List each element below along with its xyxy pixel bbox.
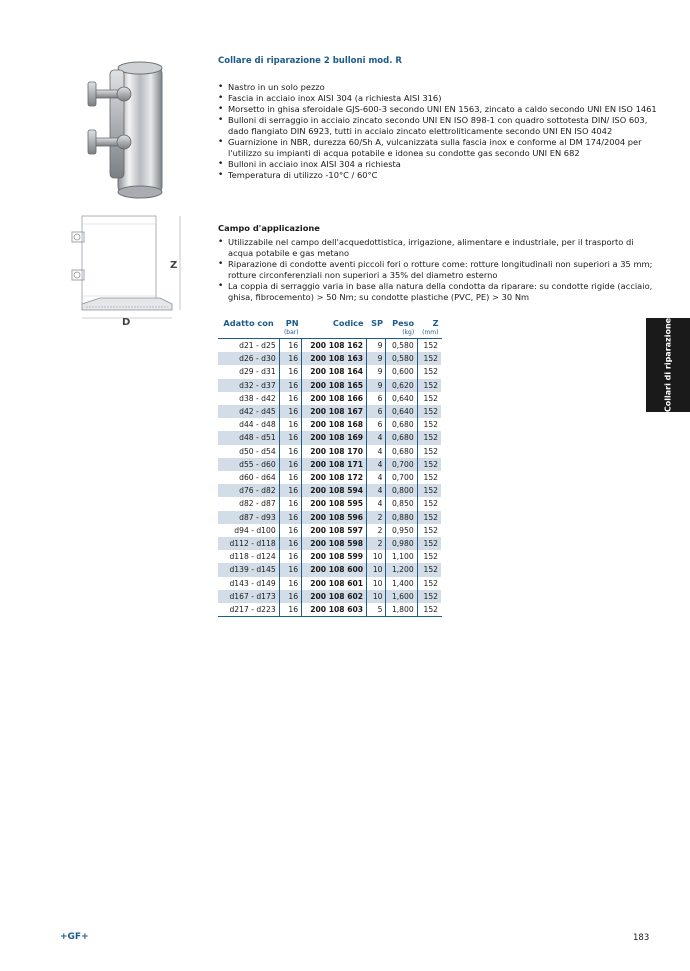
table-cell: 200 108 166	[302, 392, 367, 405]
table-cell: d60 - d64	[218, 471, 279, 484]
feature-item: • Morsetto in ghisa sferoidale GJS-600-3 secondo UNI EN 1563, zincato a caldo secondo UNI EN ISO 1461	[218, 104, 658, 115]
table-cell: 200 108 170	[302, 445, 367, 458]
table-cell: 200 108 171	[302, 458, 367, 471]
unit-sp	[367, 329, 386, 339]
table-cell: 152	[417, 590, 441, 603]
table-cell: 152	[417, 471, 441, 484]
table-cell: d55 - d60	[218, 458, 279, 471]
table-cell: 16	[279, 590, 301, 603]
table-cell: 0,980	[386, 537, 417, 550]
table-cell: 152	[417, 365, 441, 378]
table-row	[218, 511, 442, 524]
table-cell: 10	[367, 590, 386, 603]
table-cell: 6	[367, 405, 386, 418]
table-cell: 9	[367, 352, 386, 365]
table-cell: 152	[417, 339, 441, 353]
application-item: • Utilizzabile nel campo dell'acquedottistica, irrigazione, alimentare e industriale, per il trasporto di acqua potabile e gas metano	[218, 237, 658, 259]
repair-clamp-image	[80, 56, 200, 200]
dimension-label-z: Z	[170, 260, 178, 271]
table-cell: 152	[417, 392, 441, 405]
table-cell: 16	[279, 550, 301, 563]
table-cell: 152	[417, 405, 441, 418]
unit-z: (mm)	[417, 329, 441, 339]
table-cell: 4	[367, 471, 386, 484]
table-cell: 0,680	[386, 418, 417, 431]
table-cell: 152	[417, 458, 441, 471]
table-row	[218, 590, 442, 603]
table-row	[218, 484, 442, 497]
table-cell: 2	[367, 524, 386, 537]
table-cell: 152	[417, 550, 441, 563]
table-cell: 6	[367, 392, 386, 405]
table-cell: 152	[417, 445, 441, 458]
table-cell: 16	[279, 524, 301, 537]
table-cell: 16	[279, 445, 301, 458]
table-row	[218, 524, 442, 537]
table-cell: 0,600	[386, 365, 417, 378]
table-cell: 4	[367, 497, 386, 510]
table-cell: 0,950	[386, 524, 417, 537]
header-z: Z	[432, 318, 439, 328]
table-cell: 16	[279, 603, 301, 617]
header-adatto: Adatto con	[223, 318, 274, 328]
table-cell: 200 108 169	[302, 431, 367, 444]
application-item: • Riparazione di condotte aventi piccoli fori o rotture come: rotture longitudinali non superiori a 35 mm; rotture circonferenziali non superiori a 35% del diametro esterno	[218, 259, 658, 281]
table-cell: d139 - d145	[218, 563, 279, 576]
table-cell: 16	[279, 339, 301, 353]
section-side-tab	[646, 318, 690, 412]
table-cell: 16	[279, 484, 301, 497]
table-cell: 16	[279, 537, 301, 550]
feature-item: • Guarnizione in NBR, durezza 60/Sh A, vulcanizzata sulla fascia inox e conforme al DM 174/2004 per l'utilizzo su impianti di acqua potabile e idonea su condotte gas secondo UNI EN 682	[218, 137, 658, 159]
table-cell: d217 - d223	[218, 603, 279, 617]
table-units-row	[218, 329, 442, 339]
table-row	[218, 497, 442, 510]
table-cell: 1,400	[386, 577, 417, 590]
table-cell: 0,700	[386, 471, 417, 484]
product-table	[218, 318, 442, 617]
table-cell: d44 - d48	[218, 418, 279, 431]
table-cell: 152	[417, 484, 441, 497]
table-cell: 200 108 165	[302, 379, 367, 392]
table-cell: 152	[417, 418, 441, 431]
table-header-row	[218, 318, 442, 329]
table-cell: 16	[279, 471, 301, 484]
table-cell: d42 - d45	[218, 405, 279, 418]
table-cell: 200 108 600	[302, 563, 367, 576]
feature-list	[218, 82, 658, 181]
table-cell: d143 - d149	[218, 577, 279, 590]
table-cell: 0,580	[386, 352, 417, 365]
unit-codice	[302, 329, 367, 339]
table-cell: 200 108 602	[302, 590, 367, 603]
table-cell: 152	[417, 352, 441, 365]
table-cell: 152	[417, 511, 441, 524]
table-cell: 152	[417, 497, 441, 510]
header-sp: SP	[371, 318, 383, 328]
table-cell: 0,580	[386, 339, 417, 353]
table-cell: 4	[367, 458, 386, 471]
table-cell: 152	[417, 379, 441, 392]
table-cell: 200 108 599	[302, 550, 367, 563]
table-cell: 16	[279, 497, 301, 510]
table-row	[218, 445, 442, 458]
table-cell: 0,800	[386, 484, 417, 497]
applications-list	[218, 237, 658, 303]
table-cell: 200 108 164	[302, 365, 367, 378]
table-row	[218, 379, 442, 392]
table-row	[218, 537, 442, 550]
table-cell: 2	[367, 537, 386, 550]
table-row	[218, 405, 442, 418]
table-cell: 152	[417, 577, 441, 590]
table-cell: 16	[279, 379, 301, 392]
table-cell: 200 108 168	[302, 418, 367, 431]
unit-adatto	[218, 329, 279, 339]
table-cell: 9	[367, 339, 386, 353]
table-cell: 16	[279, 431, 301, 444]
feature-item: • Nastro in un solo pezzo	[218, 82, 658, 93]
table-cell: 200 108 598	[302, 537, 367, 550]
table-cell: 152	[417, 431, 441, 444]
table-cell: 0,880	[386, 511, 417, 524]
table-cell: 16	[279, 392, 301, 405]
table-cell: d29 - d31	[218, 365, 279, 378]
dimension-label-d: D	[122, 317, 131, 328]
table-cell: 9	[367, 365, 386, 378]
application-item: • La coppia di serraggio varia in base alla natura della condotta da riparare: su condotte rigide (acciaio, ghisa, fibrocemento) > 50 Nm; su condotte plastiche (PVC, PE) > 30 Nm	[218, 281, 658, 303]
table-cell: 200 108 597	[302, 524, 367, 537]
table-cell: 16	[279, 418, 301, 431]
table-cell: 152	[417, 603, 441, 617]
header-pn: PN	[285, 318, 299, 328]
product-title: Collare di riparazione 2 bulloni mod. R	[218, 56, 402, 66]
table-cell: 152	[417, 524, 441, 537]
feature-item: • Temperatura di utilizzo -10°C / 60°C	[218, 170, 658, 181]
table-cell: 9	[367, 379, 386, 392]
table-cell: 0,680	[386, 445, 417, 458]
feature-item: • Fascia in acciaio inox AISI 304 (a richiesta AISI 316)	[218, 93, 658, 104]
table-cell: d32 - d37	[218, 379, 279, 392]
table-cell: d87 - d93	[218, 511, 279, 524]
table-cell: 200 108 163	[302, 352, 367, 365]
table-row	[218, 392, 442, 405]
table-cell: 4	[367, 484, 386, 497]
header-peso: Peso	[392, 318, 415, 328]
table-cell: 200 108 601	[302, 577, 367, 590]
table-cell: 152	[417, 563, 441, 576]
table-row	[218, 418, 442, 431]
table-cell: d118 - d124	[218, 550, 279, 563]
table-cell: d167 - d173	[218, 590, 279, 603]
table-cell: d50 - d54	[218, 445, 279, 458]
table-row	[218, 339, 442, 353]
table-cell: d38 - d42	[218, 392, 279, 405]
table-row	[218, 471, 442, 484]
table-cell: 16	[279, 563, 301, 576]
table-cell: 6	[367, 418, 386, 431]
unit-pn: (bar)	[279, 329, 301, 339]
table-cell: 10	[367, 563, 386, 576]
table-cell: 1,600	[386, 590, 417, 603]
table-cell: d48 - d51	[218, 431, 279, 444]
side-tab-label: Collari di riparazione	[663, 317, 673, 413]
table-cell: 0,850	[386, 497, 417, 510]
table-cell: 1,100	[386, 550, 417, 563]
table-cell: 10	[367, 550, 386, 563]
table-row	[218, 352, 442, 365]
table-cell: d112 - d118	[218, 537, 279, 550]
technical-drawing	[60, 210, 190, 335]
table-row	[218, 431, 442, 444]
table-cell: 1,800	[386, 603, 417, 617]
table-row	[218, 458, 442, 471]
table-cell: 10	[367, 577, 386, 590]
gf-logo: +GF+	[60, 932, 89, 942]
table-cell: 0,640	[386, 405, 417, 418]
feature-item: • Bulloni in acciaio inox AISI 304 a richiesta	[218, 159, 658, 170]
applications-heading: Campo d'applicazione	[218, 223, 320, 233]
table-cell: d21 - d25	[218, 339, 279, 353]
table-cell: 16	[279, 405, 301, 418]
table-cell: d26 - d30	[218, 352, 279, 365]
table-row	[218, 577, 442, 590]
table-cell: 16	[279, 511, 301, 524]
table-cell: 4	[367, 445, 386, 458]
page-number: 183	[633, 933, 650, 943]
table-body	[218, 339, 442, 617]
table-row	[218, 550, 442, 563]
table-row	[218, 603, 442, 617]
table-row	[218, 563, 442, 576]
table-cell: 0,640	[386, 392, 417, 405]
table-cell: 200 108 167	[302, 405, 367, 418]
table-cell: 200 108 595	[302, 497, 367, 510]
table-cell: 2	[367, 511, 386, 524]
table-cell: 200 108 162	[302, 339, 367, 353]
table-cell: 0,700	[386, 458, 417, 471]
table-cell: 200 108 596	[302, 511, 367, 524]
table-cell: 16	[279, 458, 301, 471]
table-cell: 200 108 594	[302, 484, 367, 497]
header-codice: Codice	[332, 318, 364, 328]
table-cell: 16	[279, 352, 301, 365]
table-cell: 0,620	[386, 379, 417, 392]
table-cell: 5	[367, 603, 386, 617]
unit-peso: (kg)	[386, 329, 417, 339]
product-photo	[80, 56, 200, 200]
table-cell: d82 - d87	[218, 497, 279, 510]
table-cell: 16	[279, 365, 301, 378]
table-cell: 200 108 603	[302, 603, 367, 617]
table-row	[218, 365, 442, 378]
table-cell: 152	[417, 537, 441, 550]
table-cell: d76 - d82	[218, 484, 279, 497]
table-cell: 16	[279, 577, 301, 590]
table-cell: d94 - d100	[218, 524, 279, 537]
table-cell: 1,200	[386, 563, 417, 576]
feature-item: • Bulloni di serraggio in acciaio zincato secondo UNI EN ISO 898-1 con quadro sottotesta DIN/ ISO 603, dado flangiato DIN 6923, tutti in acciaio zincato elettroliticamente secondo UNI EN ISO 4042	[218, 115, 658, 137]
table-cell: 0,680	[386, 431, 417, 444]
table-cell: 4	[367, 431, 386, 444]
table-cell: 200 108 172	[302, 471, 367, 484]
